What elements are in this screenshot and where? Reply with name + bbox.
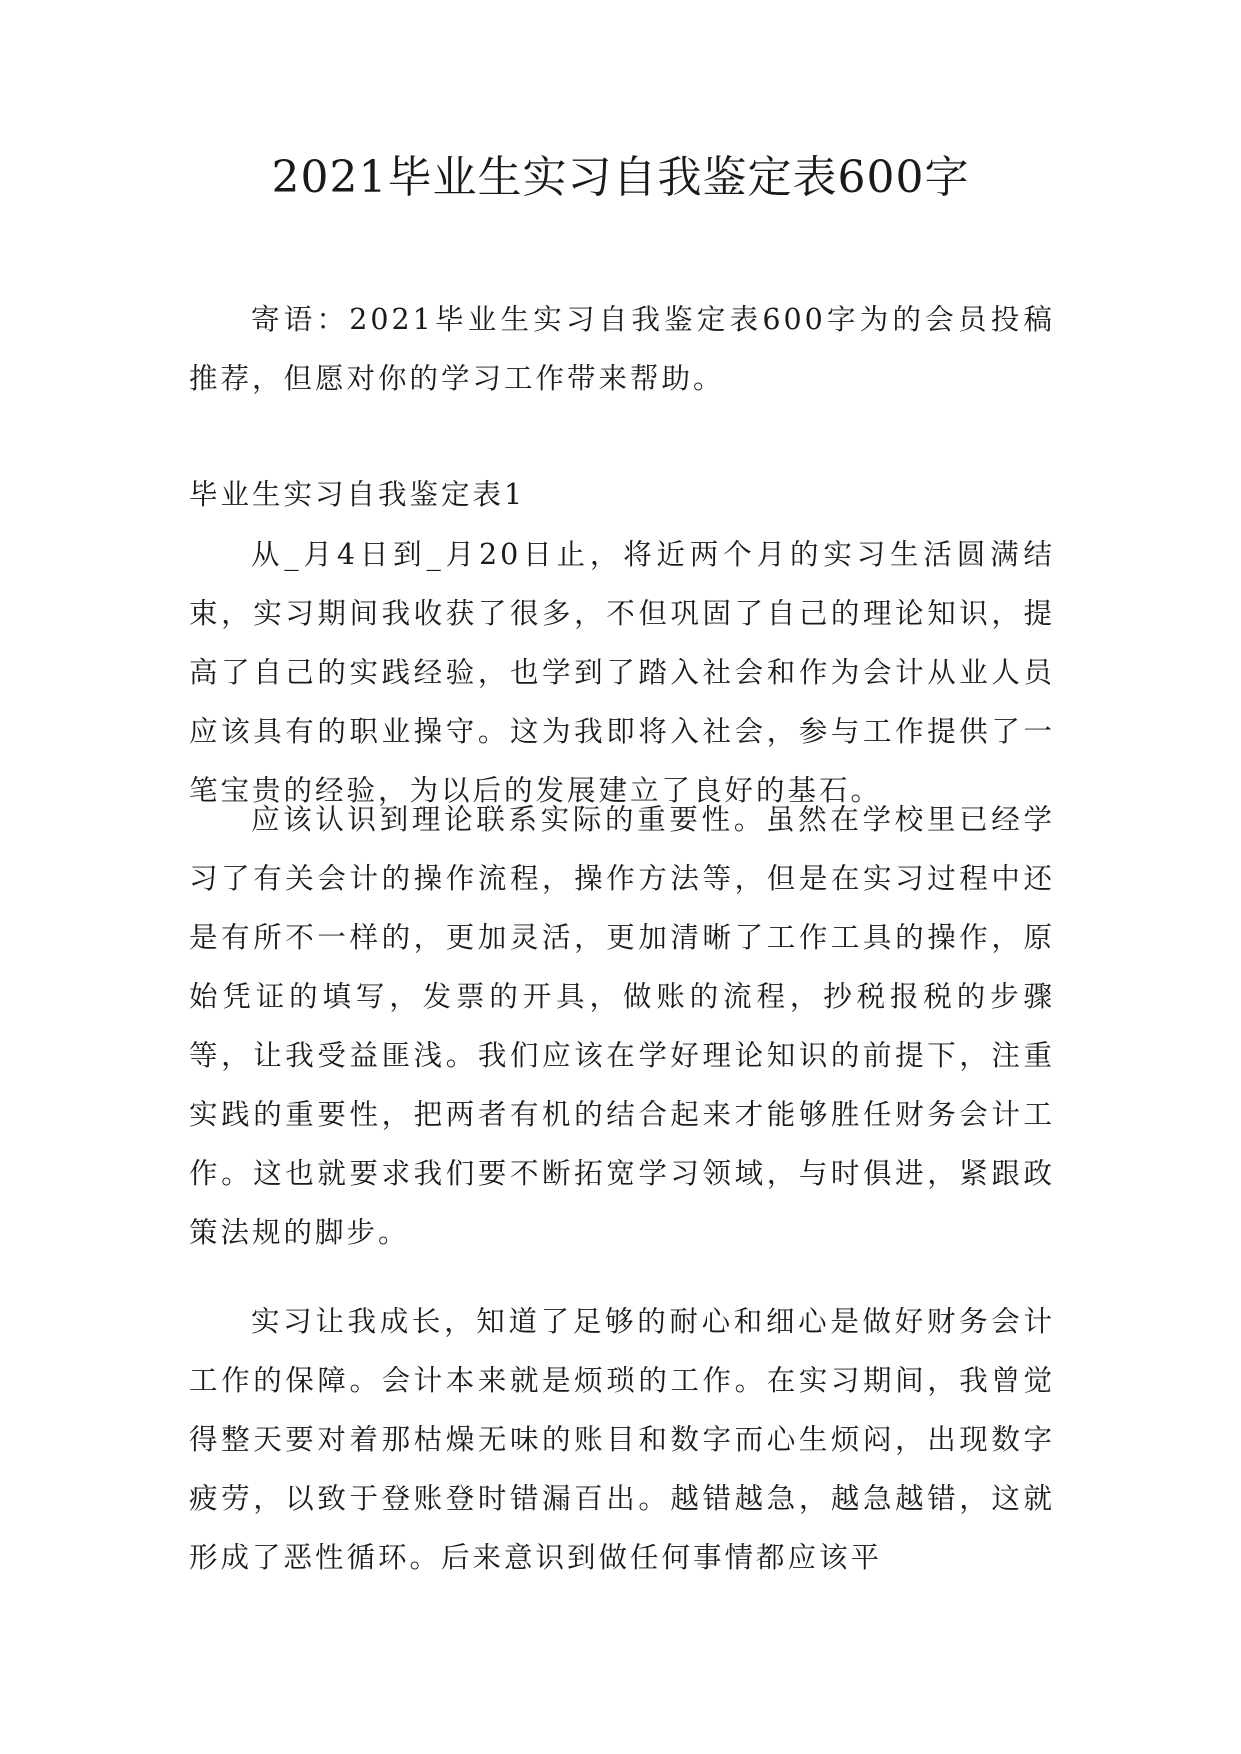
section-heading: 毕业生实习自我鉴定表1 xyxy=(189,478,526,511)
body-paragraph: 实习让我成长，知道了足够的耐心和细心是做好财务会计工作的保障。会计本来就是烦琐的工作。在实习期间，我曾觉得整天要对着那枯燥无味的账目和数字而心生烦闷，出现数字疲劳，以致于登账登时错漏百出。越错越急，越急越错，这就形成了恶性循环。后来意识到做任何事情都应该平 xyxy=(189,1305,1055,1574)
intro-paragraph: 寄语：2021毕业生实习自我鉴定表600字为的会员投稿推荐，但愿对你的学习工作带来帮助。 xyxy=(189,303,1055,395)
document-title: 2021毕业生实习自我鉴定表600字 xyxy=(271,152,970,203)
body-paragraph: 从_月4日到_月20日止，将近两个月的实习生活圆满结束，实习期间我收获了很多，不但巩固了自己的理论知识，提高了自己的实践经验，也学到了踏入社会和作为会计从业人员应该具有的职业操守。这为我即将入社会，参与工作提供了一笔宝贵的经验，为以后的发展建立了良好的基石。 xyxy=(189,538,1055,807)
body-paragraph: 应该认识到理论联系实际的重要性。虽然在学校里已经学习了有关会计的操作流程，操作方法等，但是在实习过程中还是有所不一样的，更加灵活，更加清晰了工作工具的操作，原始凭证的填写，发票的开具，做账的流程，抄税报税的步骤等，让我受益匪浅。我们应该在学好理论知识的前提下，注重实践的重要性，把两者有机的结合起来才能够胜任财务会计工作。这也就要求我们要不断拓宽学习领域，与时俱进，紧跟政策法规的脚步。 xyxy=(189,803,1055,1249)
